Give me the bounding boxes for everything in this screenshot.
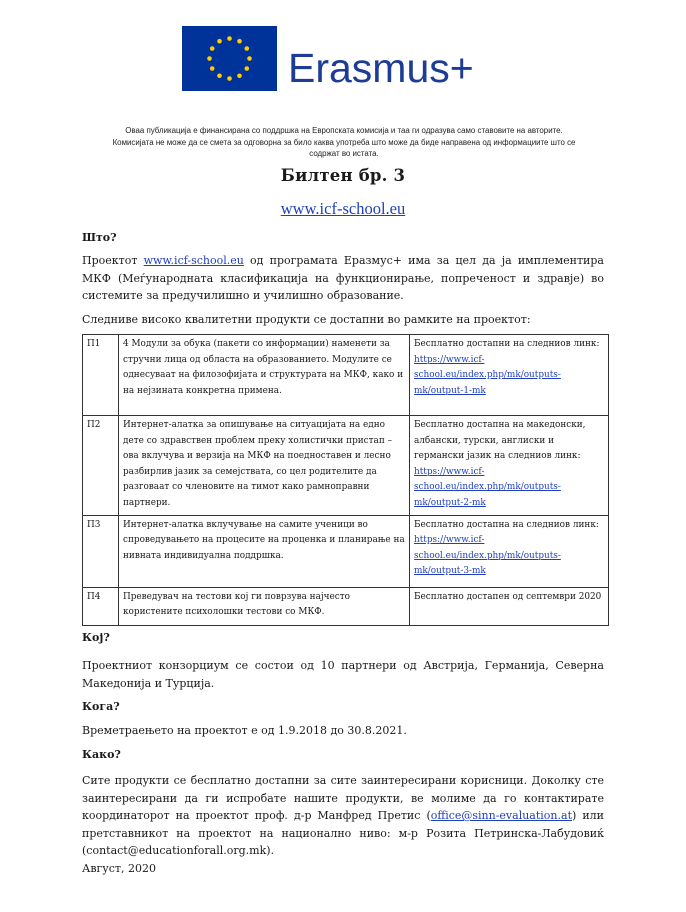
product-availability	[410, 587, 609, 625]
erasmus-plus-logo	[182, 26, 504, 94]
when-heading: Кога?	[82, 700, 120, 713]
what-heading: Што?	[82, 231, 117, 244]
product-availability	[410, 515, 609, 587]
availability-text: Бесплатно достапни на следниов линк:	[414, 339, 600, 349]
who-paragraph: Проектниот конзорциум се состои од 10 партнери од Австрија, Германија, Северна Македонија и Турција.	[82, 659, 604, 690]
erasmus-plus-wordmark: Erasmus+	[288, 45, 474, 91]
availability-text: Бесплатно достапна на македонски, албански, турски, англиски и германски јазик на следниов линк:	[414, 420, 586, 462]
products-table	[82, 334, 609, 626]
how-text: Сите продукти се бесплатно достапни за сите заинтересирани корисници. Доколку сте заинтересирани да ги испробате нашите продукти, ве молиме да го контактирате координаторот на проектот проф. д-р Манфред Претис (	[82, 774, 604, 822]
products-intro: Следниве високо квалитетни продукти се достапни во рамките на проектот:	[82, 313, 531, 326]
disclaimer-line: содржат во истата.	[309, 149, 379, 158]
product-description: Интернет-алатка вклучување на самите ученици во спроведувањето на процесите на проценка и планирање на нивната индивидуална поддршка.	[119, 515, 410, 587]
project-link[interactable]: www.icf-school.eu	[143, 254, 244, 267]
how-paragraph	[82, 772, 604, 860]
output-link[interactable]: https://www.icf-school.eu/index.php/mk/outputs-mk/output-2-mk	[414, 466, 561, 508]
disclaimer-line: Оваа публикација е финансирана со поддршка на Европската комисија и таа ги одразува само ставовите на авторите.	[125, 126, 563, 135]
product-code: П2	[83, 416, 119, 516]
availability-text: Бесплатно достапен од септември 2020	[414, 591, 602, 602]
disclaimer-line: Комисијата не може да се смета за одговорна за било каква употреба што може да биде направена од информациите што се	[112, 137, 576, 147]
when-paragraph: Времетраењето на проектот е од 1.9.2018 до 30.8.2021.	[82, 724, 407, 737]
what-paragraph	[82, 252, 604, 305]
eu-flag	[182, 26, 277, 91]
table-row	[83, 416, 609, 516]
output-link[interactable]: https://www.icf-school.eu/index.php/mk/outputs-mk/output-1-mk	[414, 354, 561, 396]
product-availability	[410, 416, 609, 516]
intro-text: Проектот	[82, 254, 144, 267]
coordinator-email-link[interactable]: office@sinn-evaluation.at	[430, 809, 572, 822]
who-heading: Кој?	[82, 631, 110, 644]
product-code: П4	[83, 587, 119, 625]
product-description: Интернет-алатка за опишување на ситуацијата на едно дете со здравствен проблем преку холистички пристап – ова вклучува и верзија на МКФ на поедноставен и лесно разбирлив јазик за семејствата, со цел родителите да разговаат со членовите на тимот како рамноправни партнери.	[119, 416, 410, 516]
availability-text: Бесплатно достапна на следниов линк:	[414, 519, 599, 530]
product-code: П3	[83, 515, 119, 587]
table-row	[83, 335, 609, 416]
publication-date: Август, 2020	[82, 862, 156, 875]
product-availability	[410, 335, 609, 416]
website-link[interactable]: www.icf-school.eu	[280, 199, 406, 218]
product-code: П1	[83, 335, 119, 416]
table-row	[83, 587, 609, 625]
funding-disclaimer	[84, 125, 604, 160]
how-text-cont: ) или претставникот на проектот на национално ниво: м-р Розита Петринска-Лабудовиќ (contact@educationforall.org.mk).	[82, 809, 604, 857]
product-description: 4 Модули за обука (пакети со информации) наменети за стручни лица од областа на образованието. Модулите се однесуваат на филозофијата и структурата на МКФ, како и на нејзината конкретна примена.	[119, 335, 410, 416]
intro-text-cont: од програмата Еразмус+ има за цел да ја имплементира МКФ (Меѓународната класификација на функционирање, попреченост и здравје) во системите за предучилишно и училишно образование.	[82, 254, 604, 302]
table-row	[83, 515, 609, 587]
how-heading: Како?	[82, 748, 121, 761]
newsletter-title: Билтен бр. 3	[280, 166, 406, 185]
product-description: Преведувач на тестови кој ги поврзува најчесто користените психолошки тестови со МКФ.	[119, 587, 410, 625]
output-link[interactable]: https://www.icf-school.eu/index.php/mk/outputs-mk/output-3-mk	[414, 535, 561, 577]
